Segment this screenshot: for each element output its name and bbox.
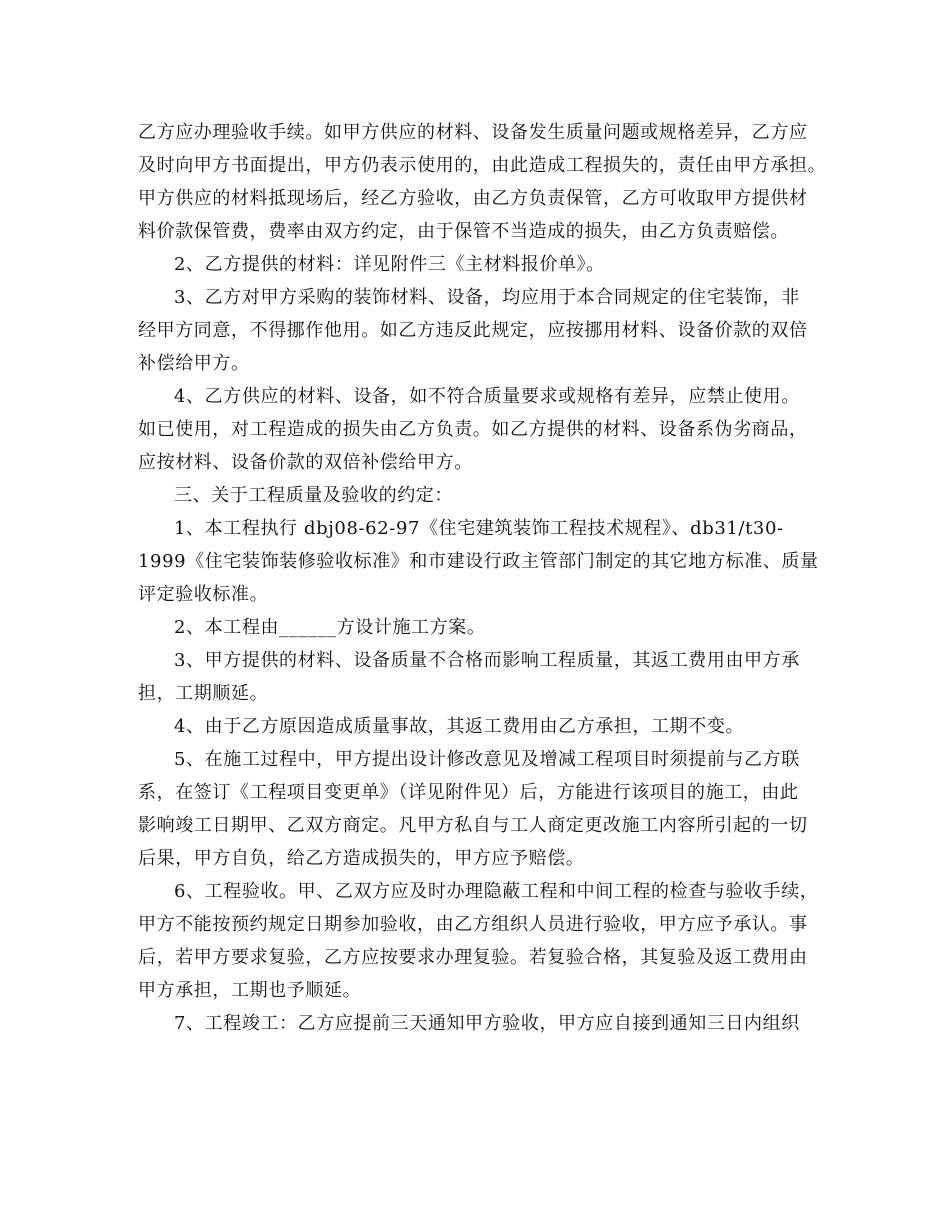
clause-2-line: 2、本工程由______方设计施工方案。 xyxy=(174,617,486,638)
text-line: 应按材料、设备价款的双倍补偿给甲方。 xyxy=(138,452,473,473)
text-line: 后果，甲方自负，给乙方造成损失的，甲方应予赔偿。 xyxy=(138,848,585,869)
text-line: 评定验收标准。 xyxy=(138,584,269,605)
clause-5-line: 5、在施工过程中，甲方提出设计修改意见及增减工程项目时须提前与乙方联 xyxy=(174,749,800,770)
clause-1-line: 1、本工程执行 dbj08-62-97《住宅建筑装饰工程技术规程》、db31/t30- xyxy=(174,518,784,539)
text-line: 后，若甲方要求复验，乙方应按要求办理复验。若复验合格，其复验及返工费用由 xyxy=(138,947,808,968)
text-line: 甲方供应的材料抵现场后，经乙方验收，由乙方负责保管，乙方可收取甲方提供材 xyxy=(138,188,808,209)
clause-4-line: 4、乙方供应的材料、设备，如不符合质量要求或规格有差异，应禁止使用。 xyxy=(174,386,800,407)
clause-3-line: 3、乙方对甲方采购的装饰材料、设备，均应用于本合同规定的住宅装饰，非 xyxy=(174,287,800,308)
text-line: 如已使用，对工程造成的损失由乙方负责。如乙方提供的材料、设备系伪劣商品， xyxy=(138,419,808,440)
text-line: 及时向甲方书面提出，甲方仍表示使用的，由此造成工程损失的，责任由甲方承担。 xyxy=(138,155,827,176)
text-line: 经甲方同意，不得挪作他用。如乙方违反此规定，应按挪用材料、设备价款的双倍 xyxy=(138,320,808,341)
text-line: 担，工期顺延。 xyxy=(138,683,269,704)
text-line: 甲方承担，工期也予顺延。 xyxy=(138,980,362,1001)
contract-body-text xyxy=(138,116,828,1040)
text-line: 影响竣工日期甲、乙双方商定。凡甲方私自与工人商定更改施工内容所引起的一切 xyxy=(138,815,808,836)
text-line: 料价款保管费，费率由双方约定，由于保管不当造成的损失，由乙方负责赔偿。 xyxy=(138,221,789,242)
clause-2-line: 2、乙方提供的材料：详见附件三《主材料报价单》。 xyxy=(174,254,605,275)
section-heading: 三、关于工程质量及验收的约定： xyxy=(174,485,453,506)
text-line: 乙方应办理验收手续。如甲方供应的材料、设备发生质量问题或规格差异，乙方应 xyxy=(138,122,808,143)
text-line: 系，在签订《工程项目变更单》（详见附件见）后，方能进行该项目的施工，由此 xyxy=(138,782,799,803)
text-line: 1999《住宅装饰装修验收标准》和市建设行政主管部门制定的其它地方标准、质量 xyxy=(138,551,819,572)
clause-3-line: 3、甲方提供的材料、设备质量不合格而影响工程质量，其返工费用由甲方承 xyxy=(174,650,800,671)
text-line: 补偿给甲方。 xyxy=(138,353,250,374)
clause-6-line: 6、工程验收。甲、乙双方应及时办理隐蔽工程和中间工程的检查与验收手续， xyxy=(174,881,819,902)
text-line: 甲方不能按预约规定日期参加验收，由乙方组织人员进行验收，甲方应予承认。事 xyxy=(138,914,808,935)
clause-7-line: 7、工程竣工：乙方应提前三天通知甲方验收，甲方应自接到通知三日内组织 xyxy=(174,1013,800,1034)
clause-4-line: 4、由于乙方原因造成质量事故，其返工费用由乙方承担，工期不变。 xyxy=(174,716,745,737)
